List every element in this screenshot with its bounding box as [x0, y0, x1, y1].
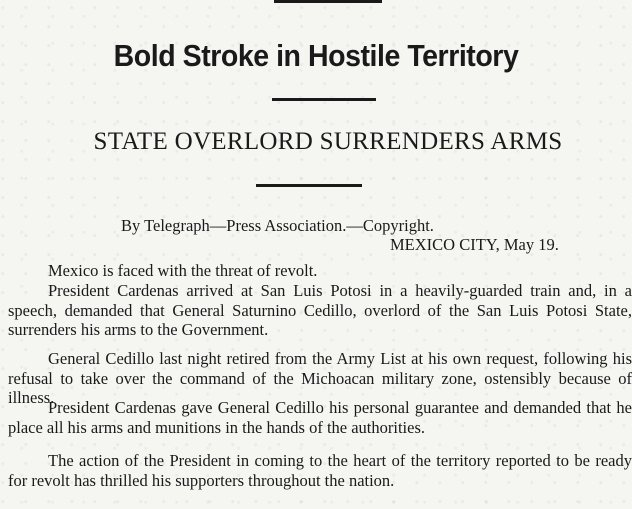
paragraph-3: General Cedillo last night retired from the Army List at his own request, following his refusal to take over the command of the Michoacan military zone, ostensibly because of illness. — [8, 349, 632, 408]
byline: By Telegraph—Press Association.—Copyright. — [121, 216, 434, 235]
headline: Bold Stroke in Hostile Territory — [113, 38, 519, 73]
subheadline: STATE OVERLORD SURRENDERS ARMS — [93, 128, 563, 155]
top-rule — [274, 0, 382, 3]
subheadline-divider — [256, 184, 362, 187]
paragraph-5: The action of the President in coming to the heart of the territory reported to be ready for revolt has thrilled his supporters throughout the nation. — [8, 451, 632, 490]
dateline: MEXICO CITY, May 19. — [390, 235, 559, 254]
paragraph-4: President Cardenas gave General Cedillo his personal guarantee and demanded that he place all his arms and munitions in the hands of the authorities. — [8, 398, 632, 437]
paragraph-2: President Cardenas arrived at San Luis Potosi in a heavily-guarded train and, in a speech, demanded that General Saturnino Cedillo, overlord of the San Luis Potosi State, surrenders his arms to the Government. — [8, 281, 632, 340]
headline-divider — [272, 98, 376, 101]
paragraph-1: Mexico is faced with the threat of revolt. — [48, 261, 318, 280]
